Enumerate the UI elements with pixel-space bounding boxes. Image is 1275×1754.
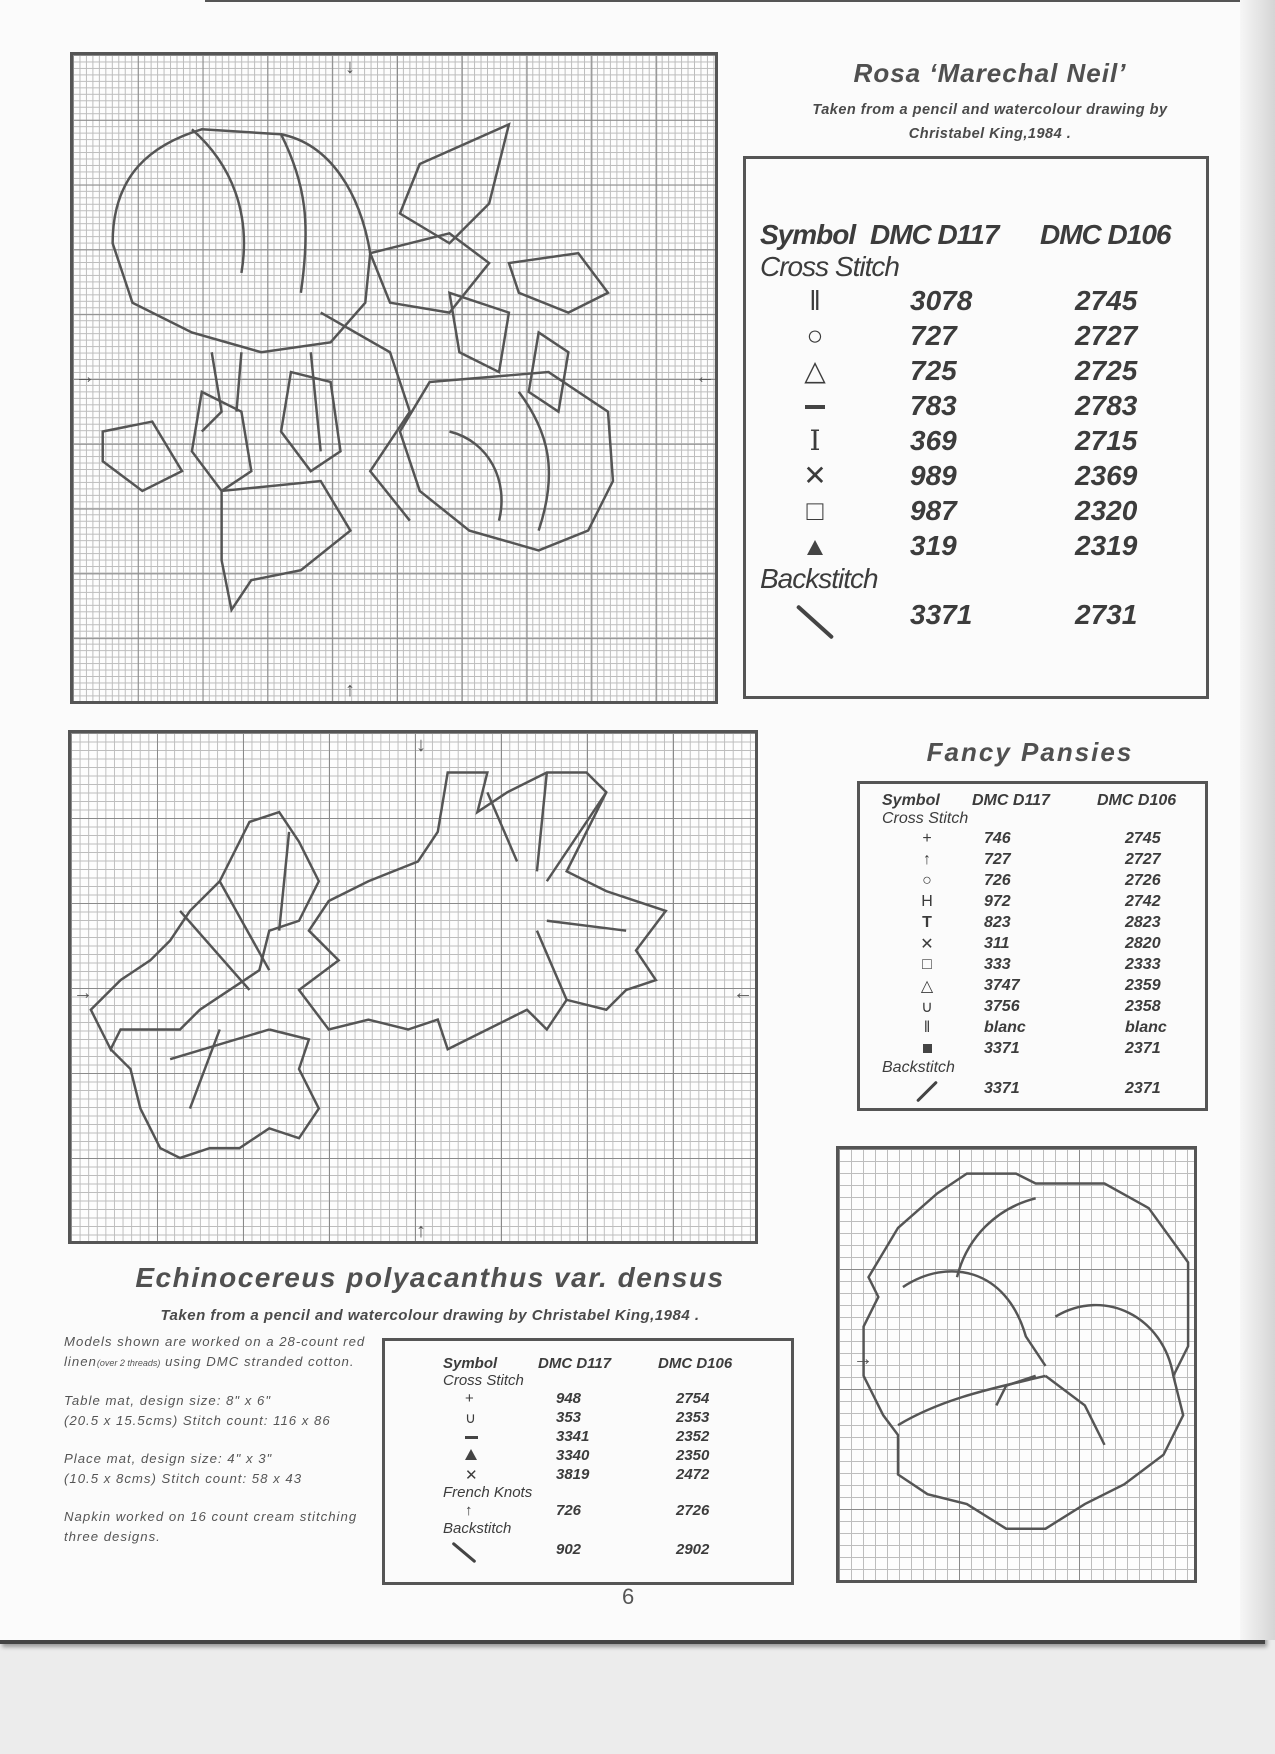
d106-value: 2726 bbox=[676, 1502, 710, 1519]
table-mat-count: (20.5 x 15.5cms) Stitch count: 116 x 86 bbox=[64, 1413, 331, 1428]
d106-value: 2715 bbox=[1075, 424, 1138, 456]
center-arrow-left-icon: ← bbox=[733, 982, 753, 1004]
cross-stitch-label: Cross Stitch bbox=[443, 1372, 524, 1389]
models-note-text: Models shown are worked on a 28-count red linen bbox=[64, 1334, 366, 1369]
d106-value: 2823 bbox=[1125, 913, 1161, 931]
d106-value: 2369 bbox=[1075, 459, 1138, 491]
d117-value: 3340 bbox=[556, 1447, 590, 1464]
d117-value: 902 bbox=[556, 1540, 582, 1558]
circle-icon: ○ bbox=[922, 871, 932, 889]
arrow-up-icon: ↑ bbox=[465, 1502, 473, 1519]
napkin-note: Napkin worked on 16 count cream stitching three designs. bbox=[64, 1509, 358, 1544]
backstitch-label: Backstitch bbox=[760, 563, 878, 594]
pansies-title: Fancy Pansies bbox=[926, 737, 1134, 767]
u-icon: ∪ bbox=[921, 998, 933, 1016]
pansy-cross-stitch-chart bbox=[836, 1146, 1197, 1583]
d117-value: 353 bbox=[556, 1409, 582, 1426]
d106-header: DMC D106 bbox=[1097, 792, 1177, 809]
dash-icon bbox=[760, 388, 870, 423]
d117-value: 3819 bbox=[556, 1466, 590, 1483]
center-arrow-down-icon: ↓ bbox=[416, 734, 426, 756]
d117-value: 972 bbox=[984, 892, 1011, 910]
cross-icon: ✕ bbox=[803, 460, 827, 491]
pansy-outline-drawing bbox=[839, 1149, 1194, 1580]
symbol-header: Symbol bbox=[882, 792, 940, 809]
d106-value: 2745 bbox=[1125, 829, 1161, 847]
d117-value: blanc bbox=[984, 1018, 1026, 1036]
d117-header: DMC D117 bbox=[972, 792, 1050, 809]
rosa-cross-stitch-chart bbox=[70, 52, 718, 704]
center-arrow-up-icon: ↑ bbox=[345, 679, 355, 701]
backstitch-label: Backstitch bbox=[443, 1520, 512, 1537]
models-note bbox=[64, 1332, 374, 1373]
d106-value: 2745 bbox=[1075, 284, 1138, 316]
triangle-outline-icon: △ bbox=[920, 977, 934, 995]
d117-value: 3747 bbox=[984, 976, 1020, 994]
echinocereus-title: Echinocereus polyacanthus var. densus bbox=[135, 1262, 725, 1293]
filled-square-icon bbox=[882, 1038, 972, 1059]
french-knots-label: French Knots bbox=[443, 1484, 533, 1501]
center-arrow-right-icon: → bbox=[853, 1348, 873, 1370]
d106-header: DMC D106 bbox=[658, 1355, 733, 1372]
backstitch-line-icon bbox=[760, 595, 870, 635]
place-mat-note bbox=[64, 1449, 374, 1489]
d106-value: 2731 bbox=[1075, 599, 1138, 630]
place-mat-size: Place mat, design size: 4" x 3" bbox=[64, 1451, 273, 1466]
arrow-up-icon: ↑ bbox=[923, 850, 931, 868]
d106-value: 2783 bbox=[1075, 389, 1138, 421]
d117-value: 989 bbox=[910, 459, 957, 491]
center-arrow-up-icon: ↑ bbox=[416, 1220, 426, 1242]
rosa-title: Rosa ‘Marechal Neil’ bbox=[853, 58, 1127, 88]
cross-icon: ✕ bbox=[465, 1466, 478, 1484]
d117-header: DMC D117 bbox=[870, 219, 999, 250]
d106-value: 2742 bbox=[1125, 892, 1161, 910]
square-outline-icon: □ bbox=[922, 955, 932, 973]
d106-value: 2319 bbox=[1075, 529, 1138, 561]
double-bar-icon: ‖ bbox=[923, 1018, 931, 1036]
square-outline-icon: □ bbox=[806, 494, 824, 526]
cross-icon: ✕ bbox=[920, 935, 934, 953]
center-arrow-right-icon: → bbox=[75, 366, 95, 388]
plus-icon: + bbox=[922, 829, 932, 847]
d117-value: 311 bbox=[984, 934, 1010, 952]
d106-value: 2754 bbox=[676, 1390, 710, 1407]
echinocereus-color-key bbox=[382, 1338, 794, 1585]
d106-value: 2727 bbox=[1125, 850, 1161, 868]
echinocereus-outline-drawing bbox=[71, 733, 755, 1241]
table-mat-note bbox=[64, 1391, 374, 1431]
rosa-outline-drawing bbox=[73, 55, 715, 701]
d106-value: 2352 bbox=[676, 1428, 710, 1445]
d117-header: DMC D117 bbox=[538, 1355, 612, 1372]
d117-value: 3371 bbox=[984, 1039, 1020, 1057]
d117-value: 726 bbox=[556, 1502, 582, 1519]
backstitch-label: Backstitch bbox=[882, 1059, 955, 1076]
top-rule bbox=[205, 0, 1265, 2]
backstitch-line-icon bbox=[443, 1537, 538, 1561]
page-number: 6 bbox=[622, 1584, 635, 1609]
filled-triangle-icon bbox=[443, 1446, 538, 1465]
echinocereus-cross-stitch-chart bbox=[68, 730, 758, 1244]
d117-value: 948 bbox=[556, 1390, 582, 1407]
double-bar-icon: ‖ bbox=[809, 284, 821, 316]
d106-value: 2358 bbox=[1125, 997, 1161, 1015]
d117-value: 727 bbox=[984, 850, 1011, 868]
d117-value: 783 bbox=[910, 389, 957, 421]
center-arrow-right-icon: → bbox=[73, 982, 93, 1004]
d117-value: 3756 bbox=[984, 997, 1020, 1015]
d106-value: 2371 bbox=[1125, 1080, 1161, 1097]
rosa-key-table bbox=[760, 219, 1196, 635]
echinocereus-key-table bbox=[443, 1355, 763, 1561]
place-mat-count: (10.5 x 8cms) Stitch count: 58 x 43 bbox=[64, 1471, 303, 1486]
h-icon: H bbox=[921, 892, 933, 910]
d106-value: 2333 bbox=[1125, 955, 1161, 973]
models-note-small: (over 2 threads) bbox=[96, 1358, 161, 1368]
u-icon: ∪ bbox=[465, 1409, 476, 1427]
t-icon: T bbox=[922, 913, 932, 931]
d117-value: 746 bbox=[984, 829, 1011, 847]
center-arrow-down-icon: ↓ bbox=[345, 56, 355, 78]
pansies-key-table bbox=[882, 792, 1192, 1101]
project-notes bbox=[64, 1332, 374, 1565]
page-edge-shadow bbox=[1240, 0, 1275, 1640]
d106-value: 2725 bbox=[1075, 354, 1138, 386]
d117-value: 319 bbox=[910, 529, 957, 561]
models-note-text-2: using DMC stranded cotton. bbox=[160, 1354, 355, 1369]
d106-value: 2726 bbox=[1125, 871, 1161, 889]
d117-value: 3371 bbox=[984, 1080, 1020, 1097]
cross-stitch-label: Cross Stitch bbox=[760, 251, 899, 282]
d106-value: 2371 bbox=[1125, 1039, 1161, 1057]
d106-header: DMC D106 bbox=[1040, 219, 1171, 250]
d117-value: 369 bbox=[910, 424, 957, 456]
d106-value: 2902 bbox=[676, 1540, 710, 1558]
d117-value: 987 bbox=[910, 494, 957, 526]
center-arrow-left-icon: ← bbox=[695, 366, 715, 388]
cross-stitch-label: Cross Stitch bbox=[882, 810, 969, 827]
d117-value: 3078 bbox=[910, 284, 973, 316]
d106-value: 2359 bbox=[1125, 976, 1161, 994]
d106-value: 2472 bbox=[676, 1466, 710, 1483]
echinocereus-subtitle: Taken from a pencil and watercolour drawing by Christabel King,1984 . bbox=[160, 1307, 700, 1324]
d117-value: 823 bbox=[984, 913, 1011, 931]
i-beam-icon: I bbox=[809, 424, 821, 457]
table-mat-size: Table mat, design size: 8" x 6" bbox=[64, 1393, 272, 1408]
d117-value: 726 bbox=[984, 871, 1011, 889]
d117-value: 727 bbox=[910, 319, 957, 351]
d106-value: 2350 bbox=[676, 1447, 710, 1464]
d106-value: blanc bbox=[1125, 1018, 1167, 1036]
filled-triangle-icon bbox=[760, 528, 870, 563]
d117-value: 725 bbox=[910, 354, 957, 386]
d106-value: 2727 bbox=[1075, 319, 1138, 351]
rosa-color-key bbox=[743, 156, 1209, 699]
plus-icon: + bbox=[465, 1390, 474, 1407]
pansies-color-key bbox=[857, 781, 1208, 1111]
d106-value: 2353 bbox=[676, 1409, 710, 1426]
dash-icon bbox=[443, 1427, 538, 1446]
d117-value: 3341 bbox=[556, 1428, 590, 1445]
d106-value: 2820 bbox=[1125, 934, 1161, 952]
symbol-header: Symbol bbox=[443, 1355, 498, 1372]
symbol-header: Symbol bbox=[760, 219, 856, 250]
circle-icon: ○ bbox=[806, 319, 824, 351]
d106-value: 2320 bbox=[1075, 494, 1138, 526]
d117-value: 3371 bbox=[910, 599, 973, 630]
d117-value: 333 bbox=[984, 955, 1011, 973]
rosa-subtitle-line2: Christabel King,1984 . bbox=[908, 126, 1072, 142]
rosa-subtitle-line1: Taken from a pencil and watercolour drawing by bbox=[812, 102, 1168, 118]
triangle-outline-icon: △ bbox=[804, 355, 826, 386]
backstitch-line-icon bbox=[882, 1077, 972, 1101]
